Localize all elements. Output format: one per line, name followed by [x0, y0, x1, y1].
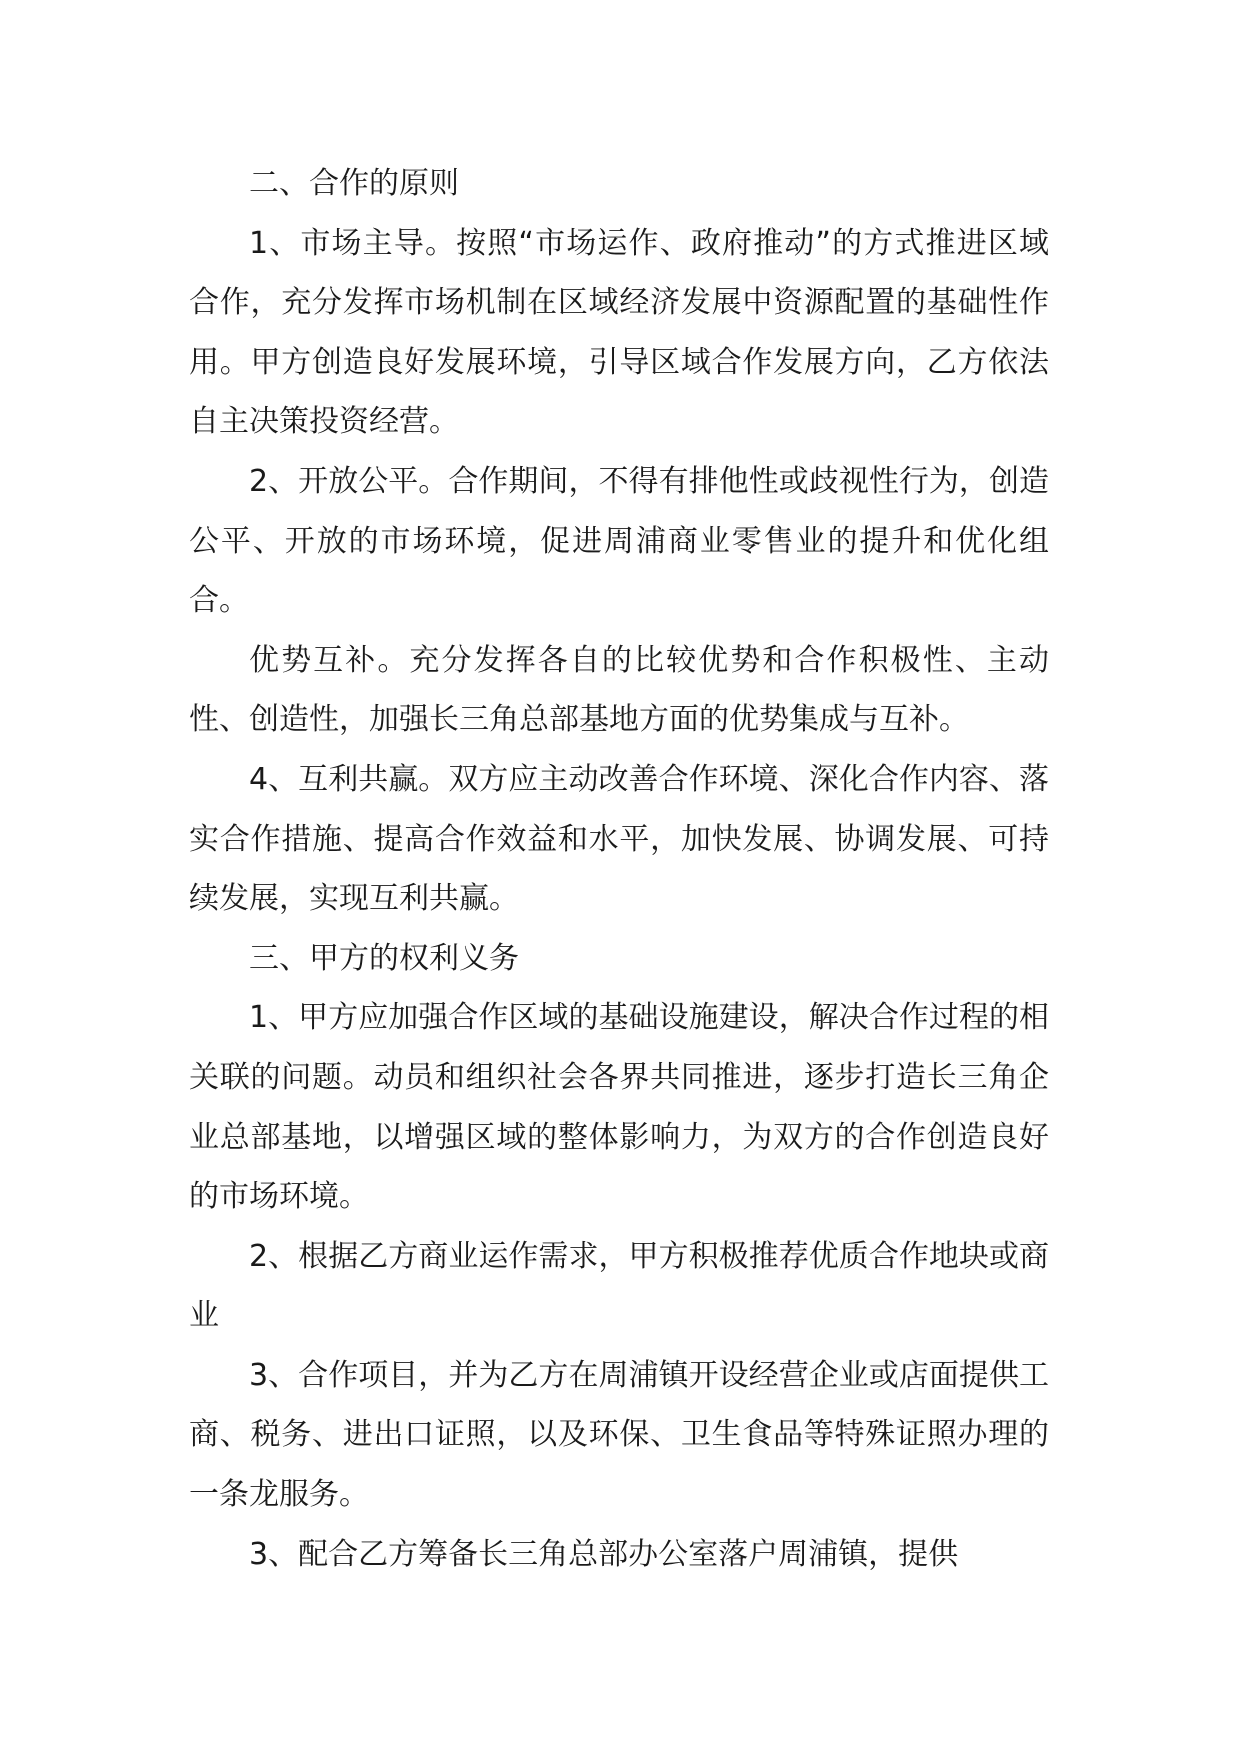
paragraph-one-stop-service: 3、合作项目，并为乙方在周浦镇开设经营企业或店面提供工商、税务、进出口证照，以及环保、卫生食品等特殊证照办理的一条龙服务。 [189, 1357, 1049, 1513]
paragraph-hq-office: 3、配合乙方筹备长三角总部办公室落户周浦镇，提供 [249, 1536, 959, 1572]
paragraph-recommend-plots: 2、根据乙方商业运作需求，甲方积极推荐优质合作地块或商业 [189, 1238, 1049, 1334]
paragraph-mutual-benefit: 4、互利共赢。双方应主动改善合作环境、深化合作内容、落实合作措施、提高合作效益和水平，加快发展、协调发展、可持续发展，实现互利共赢。 [189, 761, 1049, 917]
paragraph-complementary: 优势互补。充分发挥各自的比较优势和合作积极性、主动性、创造性，加强长三角总部基地方面的优势集成与互补。 [189, 642, 1049, 738]
paragraph-infrastructure: 1、甲方应加强合作区域的基础设施建设，解决合作过程的相关联的问题。动员和组织社会各界共同推进，逐步打造长三角企业总部基地，以增强区域的整体影响力，为双方的合作创造良好的市场环境。 [189, 1000, 1049, 1215]
paragraph-market-led: 1、市场主导。按照“市场运作、政府推动”的方式推进区域合作，充分发挥市场机制在区域经济发展中资源配置的基础性作用。甲方创造良好发展环境，引导区域合作发展方向，乙方依法自主决策投资经营。 [189, 225, 1049, 440]
paragraph-open-fair: 2、开放公平。合作期间，不得有排他性或歧视性行为，创造公平、开放的市场环境，促进周浦商业零售业的提升和优化组合。 [189, 463, 1049, 619]
section-heading-principles: 二、合作的原则 [249, 166, 459, 201]
section-heading-party-a: 三、甲方的权利义务 [249, 940, 519, 976]
document-body [189, 154, 1049, 1584]
